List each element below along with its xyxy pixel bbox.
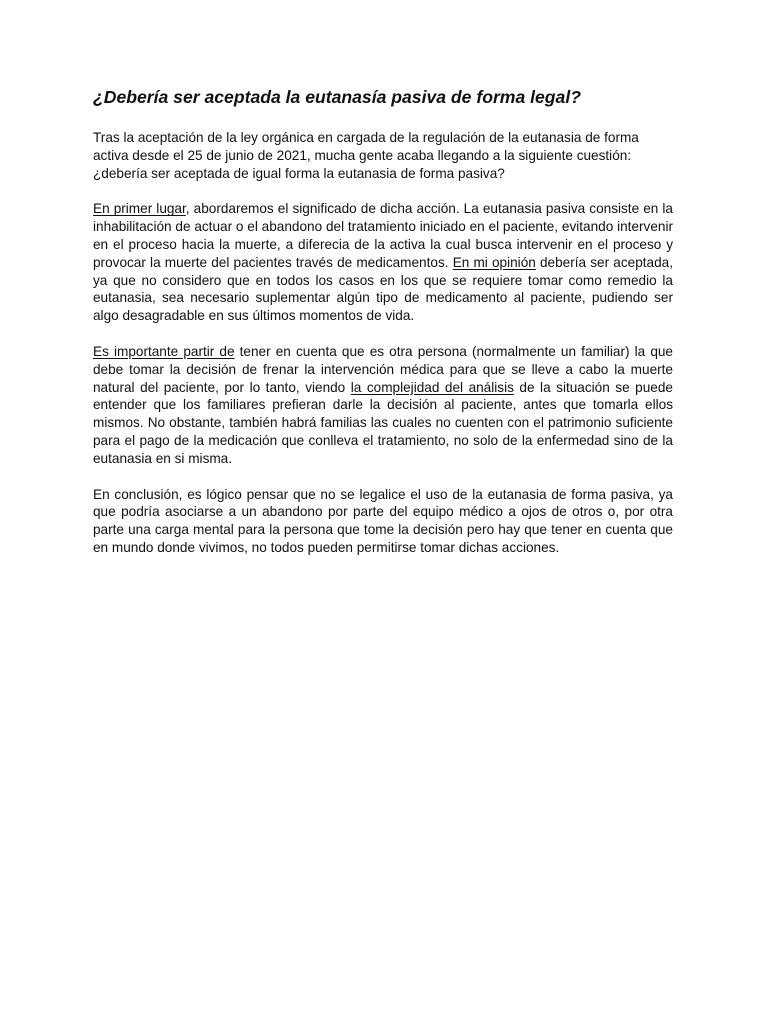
paragraph-definition-text-2: debería ser aceptada, ya que no considero que en todos los casos en los que se requiere tomar como remedio la eutanasia, sea necesario suplementar algún tipo de medicamento al paciente, pudiendo ser algo desagradable en sus últimos momentos de vida. bbox=[93, 254, 674, 324]
paragraph-intro bbox=[93, 129, 673, 182]
document-content bbox=[93, 86, 673, 575]
paragraph-family-decision bbox=[93, 343, 673, 468]
underlined-phrase-la-complejidad-del-analisis: la complejidad del análisis bbox=[350, 379, 514, 395]
underlined-phrase-es-importante-partir-de: Es importante partir de bbox=[93, 343, 235, 359]
paragraph-conclusion-text: En conclusión, es lógico pensar que no se legalice el uso de la eutanasia de forma pasiva, ya que podría asociarse a un abandono por parte del equipo médico a ojos de otros o, por otra parte una carga mental para la persona que tome la decisión pero hay que tener en cuenta que en mundo donde vivimos, no todos pueden permitirse tomar dichas acciones. bbox=[93, 486, 673, 555]
paragraph-family-decision-text-1: tener en cuenta que es otra persona (normalmente un familiar) la que debe tomar la decisión de frenar la intervención médica para que se lleve a cabo la muerte natural del paciente, por lo tanto, viendo bbox=[93, 343, 673, 395]
underlined-phrase-en-mi-opinion: En mi opinión bbox=[452, 254, 536, 270]
underlined-phrase-en-primer-lugar: En primer lugar bbox=[93, 201, 186, 217]
paragraph-definition bbox=[93, 200, 673, 325]
paragraph-intro-text: Tras la aceptación de la ley orgánica en cargada de la regulación de la eutanasia de forma activa desde el 25 de junio de 2021, mucha gente acaba llegando a la siguiente cuestión: ¿debería ser aceptada de igual forma la eutanasia de forma pasiva? bbox=[93, 130, 639, 181]
paragraph-definition-text-1: , abordaremos el significado de dicha acción. La eutanasia pasiva consiste en la inhabilitación de actuar o el abandono del tratamiento iniciado en el paciente, evitando intervenir en el proceso hacia la muerte, a diferecia de la activa la cual busca intervenir en el proceso y provocar la muerte del pacientes través de medicamentos. bbox=[93, 201, 673, 270]
paragraph-conclusion bbox=[93, 486, 673, 557]
paragraph-family-decision-text-2: de la situación se puede entender que los familiares prefieran darle la decisión al paciente, antes que tomarla ellos mismos. No obstante, también habrá familias las cuales no cuenten con el patrimonio suficiente para el pago de la medicación que conlleva el tratamiento, no solo de la enfermedad sino de la eutanasia en si misma. bbox=[93, 379, 673, 466]
document-title: ¿Debería ser aceptada la eutanasía pasiva de forma legal? bbox=[93, 87, 581, 107]
